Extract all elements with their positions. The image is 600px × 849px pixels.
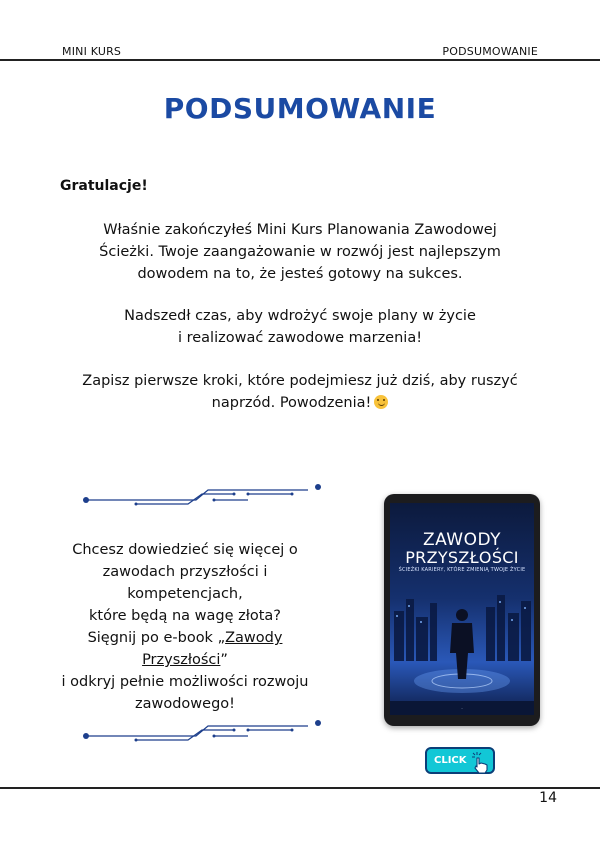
promo-line: i odkryj pełnie możliwości rozwoju	[61, 674, 309, 690]
smiling-face-icon	[374, 395, 388, 409]
ebook-title-line2: PRZYSZŁOŚCI	[405, 548, 519, 567]
ebook-link[interactable]: Zawody Przyszłości	[142, 630, 283, 668]
ebook-subtitle: ŚCIEŻKI KARIERY, KTÓRE ZMIENIĄ TWOJE ŻYCIE	[398, 567, 526, 573]
promo-text: Sięgnij po e-book „	[87, 630, 226, 646]
circuit-decoration-top	[78, 478, 328, 508]
page-title: PODSUMOWANIE	[163, 92, 437, 125]
header-divider	[0, 59, 600, 61]
paragraph-line: i realizować zawodowe marzenia!	[177, 330, 423, 346]
click-button[interactable]	[425, 747, 495, 774]
ebook-author-mark: ·	[461, 706, 463, 711]
paragraph-congrats	[60, 219, 540, 285]
pointer-hand-icon	[471, 751, 493, 775]
paragraph-text: naprzód. Powodzenia!	[211, 395, 372, 411]
click-button-label: CLICK	[434, 755, 467, 766]
paragraph-line: Nadszedł czas, aby wdrożyć swoje plany w życie	[124, 308, 476, 324]
paragraph-steps	[60, 370, 540, 414]
page-number: 14	[539, 790, 557, 806]
paragraph-line: Zapisz pierwsze kroki, które podejmiesz już dziś, aby ruszyć	[82, 373, 518, 389]
paragraph-line: Ścieżki. Twoje zaangażowanie w rozwój jest najlepszym	[99, 244, 501, 260]
promo-line	[60, 627, 310, 671]
promo-text: ”	[220, 652, 228, 668]
promo-line: które będą na wagę złota?	[89, 608, 281, 624]
promo-line: zawodach przyszłości i kompetencjach,	[102, 564, 268, 602]
paragraph-line	[60, 392, 540, 414]
greeting-heading: Gratulacje!	[60, 178, 148, 194]
promo-line: zawodowego!	[135, 696, 235, 712]
paragraph-line: Właśnie zakończyłeś Mini Kurs Planowania Zawodowej	[103, 222, 497, 238]
ebook-cover	[390, 503, 534, 715]
paragraph-line: dowodem na to, że jesteś gotowy na sukces.	[137, 266, 463, 282]
ebook-tablet-image[interactable]	[384, 494, 540, 726]
promo-question	[60, 539, 310, 627]
footer-divider	[0, 787, 600, 789]
promo-line: Chcesz dowiedzieć się więcej o	[72, 542, 298, 558]
header-right-label: PODSUMOWANIE	[442, 45, 538, 58]
paragraph-action	[60, 305, 540, 349]
circuit-decoration-bottom	[78, 714, 328, 744]
ebook-title-line1: ZAWODY	[422, 530, 502, 550]
header-left-label: MINI KURS	[62, 45, 122, 58]
promo-cta-text	[60, 627, 310, 715]
